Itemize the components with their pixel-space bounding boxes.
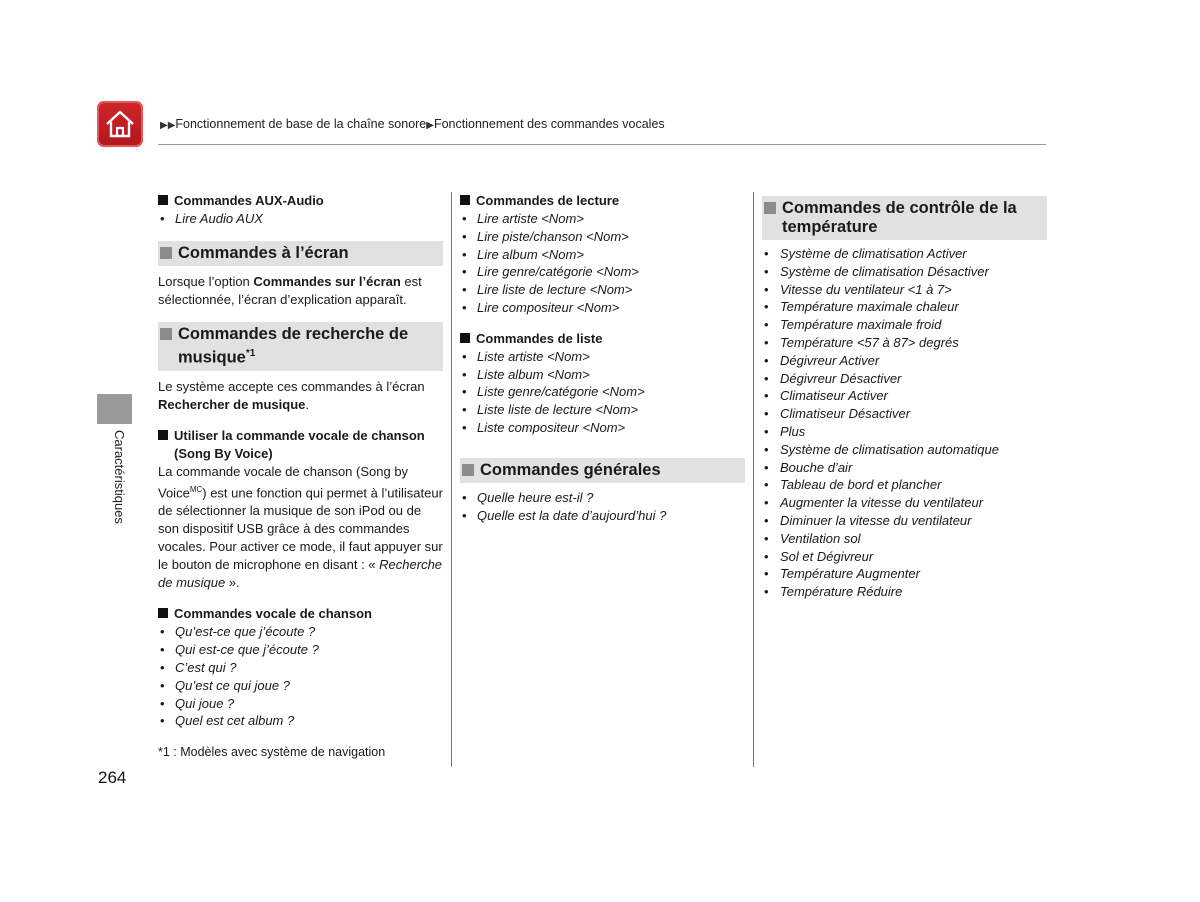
liste-heading: Commandes de liste bbox=[460, 330, 745, 348]
breadcrumb-arrow-icon: ▶ bbox=[426, 120, 434, 131]
list-item: • Liste artiste <Nom> bbox=[460, 348, 745, 366]
lecture-list bbox=[460, 210, 745, 317]
list-item: • Qui est-ce que j’écoute ? bbox=[158, 641, 443, 659]
column-3 bbox=[762, 196, 1047, 601]
list-item: • Tableau de bord et plancher bbox=[762, 476, 1047, 494]
vocale-list bbox=[158, 623, 443, 730]
list-item: • Température maximale chaleur bbox=[762, 298, 1047, 316]
square-marker-icon bbox=[160, 247, 172, 259]
songvoice-heading: Utiliser la commande vocale de chanson (Song By Voice) bbox=[158, 427, 443, 463]
header-divider bbox=[158, 144, 1046, 145]
list-item: • Liste album <Nom> bbox=[460, 366, 745, 384]
recherche-paragraph: Le système accepte ces commandes à l’écran Rechercher de musique. bbox=[158, 378, 425, 412]
list-item: • Climatiseur Désactiver bbox=[762, 405, 1047, 423]
square-marker-icon bbox=[462, 464, 474, 476]
temperature-section-bar: Commandes de contrôle de la température bbox=[762, 196, 1047, 240]
list-item: • Vitesse du ventilateur <1 à 7> bbox=[762, 281, 1047, 299]
list-item: • Lire artiste <Nom> bbox=[460, 210, 745, 228]
list-item: • Température maximale froid bbox=[762, 316, 1047, 334]
list-item: • Sol et Dégivreur bbox=[762, 548, 1047, 566]
recherche-section-bar: Commandes de recherche de musique$^{*1}$ bbox=[158, 322, 443, 371]
list-item: • Lire compositeur <Nom> bbox=[460, 299, 745, 317]
list-item: • Qu’est-ce que j’écoute ? bbox=[158, 623, 443, 641]
home-icon bbox=[104, 109, 136, 139]
ecran-paragraph: Lorsque l’option Commandes sur l’écran est sélectionnée, l’écran d’explication apparaît. bbox=[158, 273, 422, 307]
list-item: • Lire liste de lecture <Nom> bbox=[460, 281, 745, 299]
square-bullet-icon bbox=[158, 195, 168, 205]
footnote: *1 : Modèles avec système de navigation bbox=[158, 745, 386, 760]
page-number: 264 bbox=[98, 768, 127, 787]
chapter-label: Caractéristiques bbox=[112, 430, 127, 524]
list-item: • Lire genre/catégorie <Nom> bbox=[460, 263, 745, 281]
liste-list bbox=[460, 348, 745, 437]
home-button[interactable] bbox=[97, 101, 143, 147]
breadcrumb-link-2[interactable]: Fonctionnement des commandes vocales bbox=[433, 117, 665, 131]
lecture-heading: Commandes de lecture bbox=[460, 192, 745, 210]
list-item: • Qu’est ce qui joue ? bbox=[158, 677, 443, 695]
list-item: • Qui joue ? bbox=[158, 695, 443, 713]
list-item: • Lire piste/chanson <Nom> bbox=[460, 228, 745, 246]
breadcrumb-link-1[interactable]: Fonctionnement de base de la chaîne sonore bbox=[175, 117, 427, 131]
generales-section-bar: Commandes générales bbox=[460, 458, 745, 483]
vocale-heading: Commandes vocale de chanson bbox=[158, 605, 443, 623]
list-item: • Système de climatisation Désactiver bbox=[762, 263, 1047, 281]
list-item: • Quelle heure est-il ? bbox=[460, 489, 745, 507]
generales-list bbox=[460, 489, 745, 525]
temperature-list bbox=[762, 245, 1047, 601]
list-item: • Climatiseur Activer bbox=[762, 387, 1047, 405]
square-bullet-icon bbox=[158, 608, 168, 618]
aux-heading: Commandes AUX-Audio bbox=[158, 192, 443, 210]
column-2 bbox=[460, 192, 745, 524]
column-divider bbox=[753, 192, 754, 767]
list-item: • Température Augmenter bbox=[762, 565, 1047, 583]
list-item: • Quel est cet album ? bbox=[158, 712, 443, 730]
list-item: • Liste compositeur <Nom> bbox=[460, 419, 745, 437]
column-divider bbox=[451, 192, 452, 767]
square-bullet-icon bbox=[460, 195, 470, 205]
chapter-tab[interactable] bbox=[97, 394, 132, 424]
column-1 bbox=[158, 192, 443, 762]
square-bullet-icon bbox=[158, 430, 168, 440]
list-item: • Bouche d’air bbox=[762, 459, 1047, 477]
breadcrumb bbox=[160, 117, 665, 131]
aux-list bbox=[158, 210, 443, 228]
ecran-section-bar: Commandes à l’écran bbox=[158, 241, 443, 266]
list-item: • Plus bbox=[762, 423, 1047, 441]
list-item: • Ventilation sol bbox=[762, 530, 1047, 548]
list-item: • Lire Audio AUX bbox=[158, 210, 443, 228]
list-item: • Dégivreur Désactiver bbox=[762, 370, 1047, 388]
list-item: • Température Réduire bbox=[762, 583, 1047, 601]
breadcrumb-arrow-icon: ▶▶ bbox=[160, 120, 176, 131]
list-item: • C’est qui ? bbox=[158, 659, 443, 677]
list-item: • Diminuer la vitesse du ventilateur bbox=[762, 512, 1047, 530]
list-item: • Dégivreur Activer bbox=[762, 352, 1047, 370]
square-marker-icon bbox=[160, 328, 172, 340]
square-bullet-icon bbox=[460, 333, 470, 343]
list-item: • Quelle est la date d’aujourd’hui ? bbox=[460, 507, 745, 525]
square-marker-icon bbox=[764, 202, 776, 214]
list-item: • Système de climatisation Activer bbox=[762, 245, 1047, 263]
list-item: • Température <57 à 87> degrés bbox=[762, 334, 1047, 352]
list-item: • Système de climatisation automatique bbox=[762, 441, 1047, 459]
list-item: • Lire album <Nom> bbox=[460, 246, 745, 264]
list-item: • Liste liste de lecture <Nom> bbox=[460, 401, 745, 419]
list-item: • Augmenter la vitesse du ventilateur bbox=[762, 494, 1047, 512]
songvoice-paragraph: La commande vocale de chanson (Song by Voice$^{MC}$) est une fonction qui permet à l’utilisateur de sélectionner la musique de son iPod ou de son dispositif USB grâce à des commandes vocales. Pour activer ce mode, il faut appuyer sur le bouton de microphone en disant : « Recherche de musique ». bbox=[158, 464, 443, 590]
list-item: • Liste genre/catégorie <Nom> bbox=[460, 383, 745, 401]
